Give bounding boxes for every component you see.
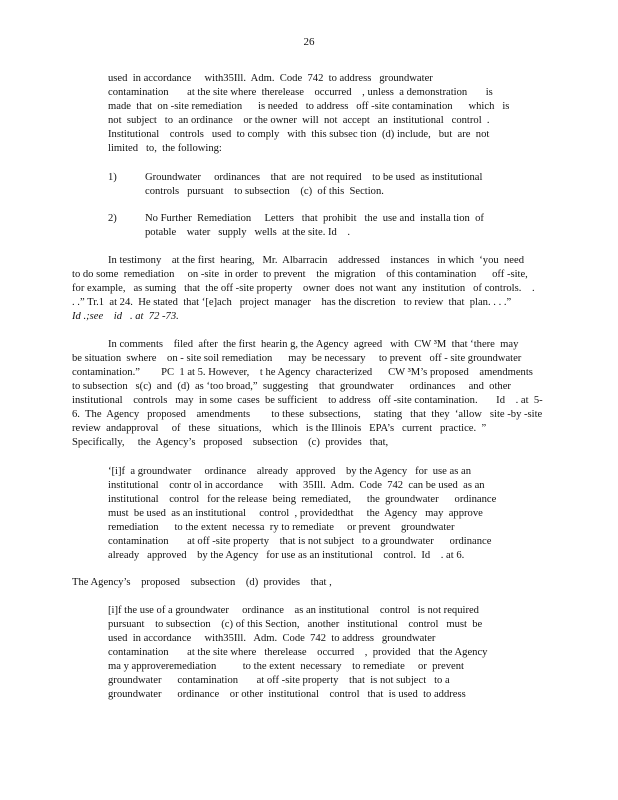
text-line: institutional controls may in some cases be sufficient to address off -site contamination. Id . at 5-: [72, 395, 543, 406]
quote-line: remediation to the extent necessa ry to remediate or prevent groundwater: [108, 522, 455, 533]
list-number: 1): [108, 172, 117, 183]
text-line: used in accordance with35Ill. Adm. Code 742 to address groundwater: [108, 73, 433, 84]
text-line: limited to, the following:: [108, 143, 222, 154]
text-line: contamination at the site where therelease occurred , unless a demonstration is: [108, 87, 493, 98]
list-item-line: potable water supply wells at the site. Id .: [145, 227, 351, 238]
quote-line: contamination at off -site property that is not subject to a groundwater ordinance: [108, 536, 492, 547]
quote-line: already approved by the Agency for use as an institutional control. Id . at 6.: [108, 550, 465, 561]
quote-line: ma y approveremediation to the extent necessary to remediate or prevent: [108, 661, 464, 672]
text-line: Id .;see id . at 72 -73.: [72, 311, 179, 322]
page-number: 26: [303, 36, 315, 48]
quote-line: institutional contr ol in accordance with 35Ill. Adm. Code 742 can be used as an: [108, 480, 485, 491]
quote-line: groundwater contamination at off -site property that is not subject to a: [108, 675, 450, 686]
quote-line: groundwater ordinance or other institutional control that is used to address: [108, 689, 466, 700]
list-item-line: No Further Remediation Letters that prohibit the use and installa tion of: [145, 213, 484, 224]
quote-line: used in accordance with35Ill. Adm. Code 742 to address groundwater: [108, 633, 436, 644]
text-line: to subsection s(c) and (d) as ‘too broad,” suggesting that groundwater ordinances and other: [72, 381, 511, 392]
quote-line: must be used as an institutional control , providedthat the Agency may approve: [108, 508, 483, 519]
text-line: Institutional controls used to comply with this subsec tion (d) include, but are not: [108, 129, 490, 140]
quote-line: pursuant to subsection (c) of this Section, another institutional control must be: [108, 619, 483, 630]
quote-line: [i]f the use of a groundwater ordinance as an institutional control is not required: [108, 605, 479, 616]
text-line: made that on -site remediation is needed to address off -site contamination which is: [108, 101, 510, 112]
quote-line: contamination at the site where therelease occurred , provided that the Agency: [108, 647, 488, 658]
list-item-line: Groundwater ordinances that are not required to be used as institutional: [145, 172, 483, 183]
text-line: contamination.” PC 1 at 5. However, t he Agency characterized CW ³M’s proposed amendments: [72, 367, 533, 378]
text-line: 6. The Agency proposed amendments to these subsections, stating that they ‘allow site -by -site: [72, 409, 543, 420]
text-line: to do some remediation on -site in order to prevent the migration of this contamination off -site,: [72, 269, 528, 280]
text-line: In comments filed after the first hearin g, the Agency agreed with CW ³M that ‘there may: [108, 339, 519, 350]
text-line: be situation swhere on - site soil remediation may be necessary to prevent off - site groundwater: [72, 353, 522, 364]
text-line: not subject to an ordinance or the owner will not accept an institutional control .: [108, 115, 490, 126]
text-line: Specifically, the Agency’s proposed subsection (c) provides that,: [72, 437, 389, 448]
list-item-line: controls pursuant to subsection (c) of this Section.: [145, 186, 384, 197]
quote-line: ‘[i]f a groundwater ordinance already approved by the Agency for use as an: [108, 466, 471, 477]
list-number: 2): [108, 213, 117, 224]
text-line: review andapproval of these situations, which is the Illinois EPA’s current practice. ”: [72, 423, 487, 434]
text-line: The Agency’s proposed subsection (d) provides that ,: [72, 577, 332, 588]
text-line: In testimony at the first hearing, Mr. Albarracin addressed instances in which ‘you need: [108, 255, 524, 266]
text-line: for example, as suming that the off -site property owner does not want any institution of controls. .: [72, 283, 535, 294]
quote-line: institutional control for the release being remediated, the groundwater ordinance: [108, 494, 497, 505]
text-line: . .” Tr.1 at 24. He stated that ‘[e]ach project manager has the discretion to review that plan. . . .”: [72, 297, 512, 308]
